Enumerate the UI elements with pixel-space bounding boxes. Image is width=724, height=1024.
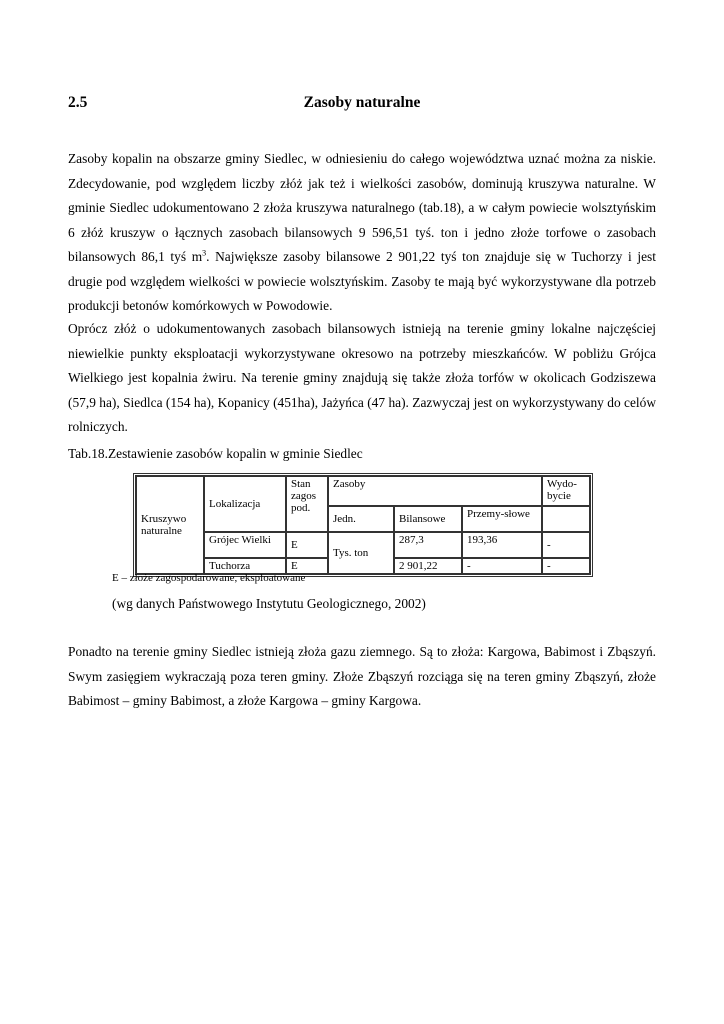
- cell-bilansowe: 287,3: [394, 532, 462, 558]
- cell-lokalizacja: Tuchorza: [204, 558, 286, 574]
- cell-przemyslowe: 193,36: [462, 532, 542, 558]
- cell-stan: E: [286, 532, 328, 558]
- paragraph-text: Zasoby kopalin na obszarze gminy Siedlec, w odniesieniu do całego województwa uznać można za niskie. Zdecydowanie, pod względem liczby złóż jak też i wielkości zasobów, dominują kruszywa naturalne. W gminie Siedlec udokumentowano 2 złoża kruszywa naturalnego (tab.18), a w całym powiecie wolsztyńskim 6 złóż kruszyw o łącznych zasobach bilansowych 9 596,51 tyś. ton i jedno złoże torfowe o zasobach bilansowych 86,1 tyś m: [68, 151, 656, 264]
- header-zasoby: Zasoby: [328, 476, 542, 506]
- section-number: 2.5: [68, 94, 88, 111]
- superscript: 3: [202, 248, 207, 258]
- header-bilansowe: Bilansowe: [394, 506, 462, 532]
- header-przemyslowe: Przemy-słowe: [462, 506, 542, 532]
- paragraph-deposits-overview: [68, 147, 656, 319]
- cell-lokalizacja: Grójec Wielki: [204, 532, 286, 558]
- cell-wydobycie: -: [542, 558, 590, 574]
- table-row: [136, 532, 590, 558]
- cell-unit: Tys. ton: [328, 532, 394, 574]
- header-stan: Stan zagos pod.: [286, 476, 328, 532]
- section-title: Zasoby naturalne: [303, 94, 421, 111]
- table-source: (wg danych Państwowego Instytutu Geologicznego, 2002): [112, 596, 426, 611]
- header-lokalizacja: Lokalizacja: [204, 476, 286, 532]
- header-jedn: Jedn.: [328, 506, 394, 532]
- header-wydobycie-blank: [542, 506, 590, 532]
- section-heading: [68, 94, 656, 116]
- cell-bilansowe: 2 901,22: [394, 558, 462, 574]
- table-caption: Tab.18.Zestawienie zasobów kopalin w gminie Siedlec: [68, 446, 363, 461]
- table-kind-cell: Kruszywo naturalne: [136, 476, 204, 574]
- header-wydobycie: Wydo-bycie: [542, 476, 590, 506]
- paragraph-text: . Największe zasoby bilansowe 2 901,22 tyś ton znajduje się w Tuchorzy i jest drugie pod względem wielkości w powiecie wolsztyńskim. Zasoby te mają być wykorzystywane dla potrzeb produkcji betonów komórkowych w Powodowie.: [68, 249, 656, 313]
- paragraph-local-deposits: Oprócz złóż o udokumentowanych zasobach bilansowych istnieją na terenie gminy lokalne najczęściej niewielkie punkty eksploatacji wykorzystywane okresowo na potrzeby mieszkańców. W pobliżu Grójca Wielkiego jest kopalnia żwiru. Na terenie gminy znajdują się także złoża torfów w okolicach Godziszewa (57,9 ha), Siedlca (154 ha), Kopanicy (451ha), Jażyńca (47 ha). Zazwyczaj jest on wykorzystywany do celów rolniczych.: [68, 321, 656, 434]
- deposits-table: [133, 473, 593, 577]
- cell-stan: E: [286, 558, 328, 574]
- table-note: E – złoże zagospodarowane, eksploatowane: [112, 572, 306, 584]
- cell-przemyslowe: -: [462, 558, 542, 574]
- paragraph-gas-deposits: Ponadto na terenie gminy Siedlec istnieją złoża gazu ziemnego. Są to złoża: Kargowa, Babimost i Zbąszyń. Swym zasięgiem wykraczają poza teren gminy. Złoże Zbąszyń rozciąga się na teren gminy Zbąszyń, złoże Babimost – gminy Babimost, a złoże Kargowa – gminy Kargowa.: [68, 644, 656, 708]
- cell-wydobycie: -: [542, 532, 590, 558]
